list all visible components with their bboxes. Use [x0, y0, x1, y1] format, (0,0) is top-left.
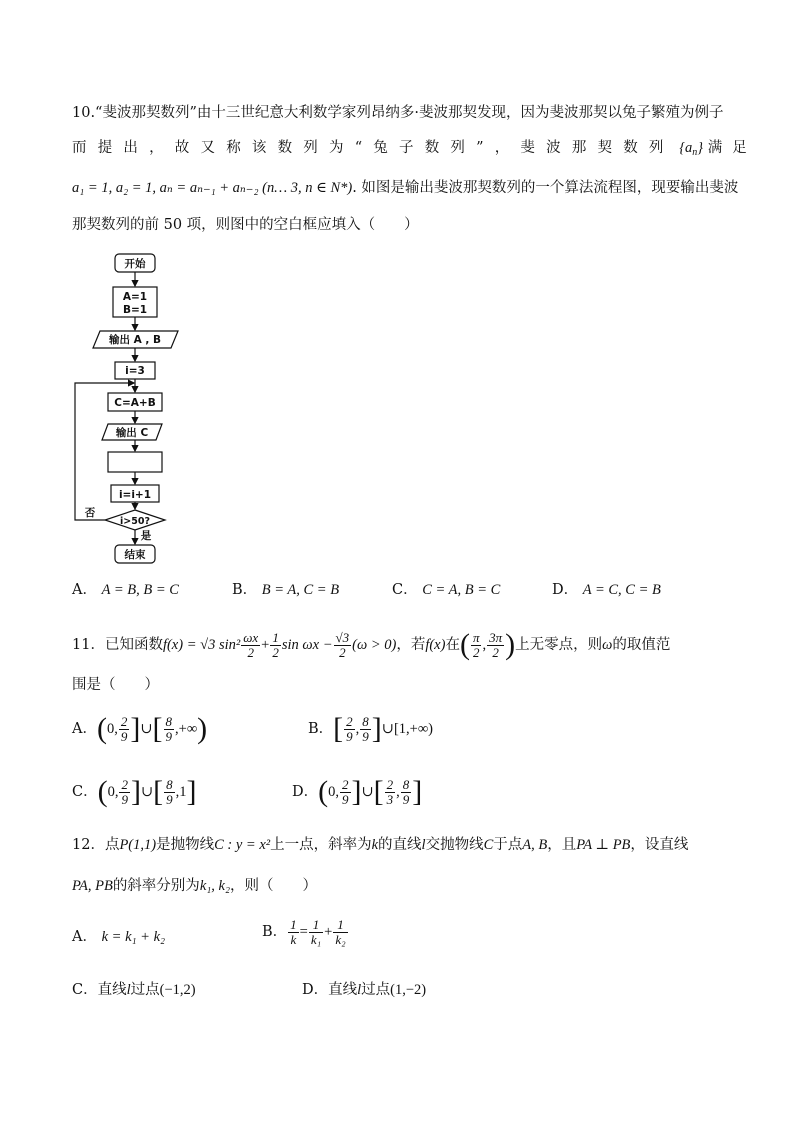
q12-option-c[interactable]: C．直线l过点(−1,2) [72, 982, 196, 998]
flow-increment-label: i=i+1 [118, 489, 152, 501]
q11-line-2: 围是（ ） [72, 677, 159, 693]
q10-option-d[interactable]: D． A = C, C = B [552, 582, 661, 598]
flow-decision-label: i>50? [120, 516, 150, 527]
flow-init-b-label: B=1 [122, 304, 148, 316]
flow-end-label: 结束 [124, 549, 146, 561]
fibonacci-flowchart [70, 250, 180, 568]
q10-line-4: 那契数列的前 50 项，则图中的空白框应填入（ ） [72, 217, 419, 233]
q11-line-1: 11．已知函数f(x) = √3 sin² $\frac{\omega x}{2}$ + $\frac{1}{2}$ sin ωx − $\frac{√3}{2}$ (ω > 0)，若f(x)在( $\frac{\pi}{2}$ , $\frac{3\pi}{2}$ )上无零点，则ω的取值范 [72, 628, 671, 661]
q10-line-2 [72, 138, 757, 163]
q10-line-3-text: . 如图是输出斐波那契数列的一个算法流程图，现要输出斐波 [352, 180, 739, 196]
q10-line-2-text: 而提出，故又称该数列为“兔子数列”，斐波那契数列 [72, 140, 675, 156]
q10-recurrence-formula: a₁ = 1, a₂ = 1, aₙ = aₙ₋₁ + aₙ₋₂ (n… 3, n ∈ N*) [72, 180, 353, 196]
flow-no-label: 否 [84, 507, 96, 519]
q10-line-3 [72, 178, 739, 198]
q10-option-b[interactable]: B． B = A, C = B [232, 582, 340, 598]
q12-option-a[interactable]: A． k = k₁ + k₂ [72, 929, 166, 945]
flow-output-ab-label: 输出 A , B [108, 334, 162, 346]
q12-line-2: PA, PB的斜率分别为k₁, k₂，则（ ） [72, 878, 318, 894]
q11-option-b[interactable]: B．[ $\frac{2}{9}$ , $\frac{8}{9}$ ]∪[1,+∞) [308, 712, 433, 745]
q12-option-d[interactable]: D．直线l过点(1,−2) [302, 982, 427, 998]
flow-output-c-label: 输出 C [115, 427, 149, 439]
flow-calc-label: C=A+B [114, 397, 156, 409]
q10-line-2-end: 满足 [707, 140, 757, 156]
q10-sequence: $\{a_n\}$ [679, 140, 704, 158]
q10-option-c[interactable]: C． C = A, B = C [392, 582, 501, 598]
q11-option-c[interactable]: C．(0, $\frac{2}{9}$ ]∪[ $\frac{8}{9}$ ,1] [72, 775, 197, 808]
flow-yes-label: 是 [140, 530, 152, 542]
flow-init-i-label: i=3 [125, 365, 145, 377]
flow-start-label: 开始 [124, 258, 146, 270]
q10-option-a[interactable]: A． A = B, B = C [72, 582, 179, 598]
q12-line-1: 12．点P(1,1)是抛物线C : y = x²上一点，斜率为k的直线l交抛物线C于点A, B，且PA ⊥ PB，设直线 [72, 837, 689, 853]
flow-blank-box [108, 452, 162, 472]
q11-option-a[interactable]: A．(0, $\frac{2}{9}$ ]∪[ $\frac{8}{9}$ ,+∞) [72, 712, 208, 745]
q10-line-1: 10.“斐波那契数列”由十三世纪意大利数学家列昂纳多·斐波那契发现，因为斐波那契以兔子繁殖为例子 [72, 105, 724, 121]
q11-option-d[interactable]: D．(0, $\frac{2}{9}$ ]∪[ $\frac{2}{3}$ , $\frac{8}{9}$ ] [292, 775, 423, 808]
q12-option-b[interactable]: B． $\frac{1}{k}$ = $\frac{1}{\text{k₁}}$ + $\frac{1}{\text{k₂}}$ [262, 916, 346, 947]
flow-init-a-label: A=1 [122, 291, 148, 303]
